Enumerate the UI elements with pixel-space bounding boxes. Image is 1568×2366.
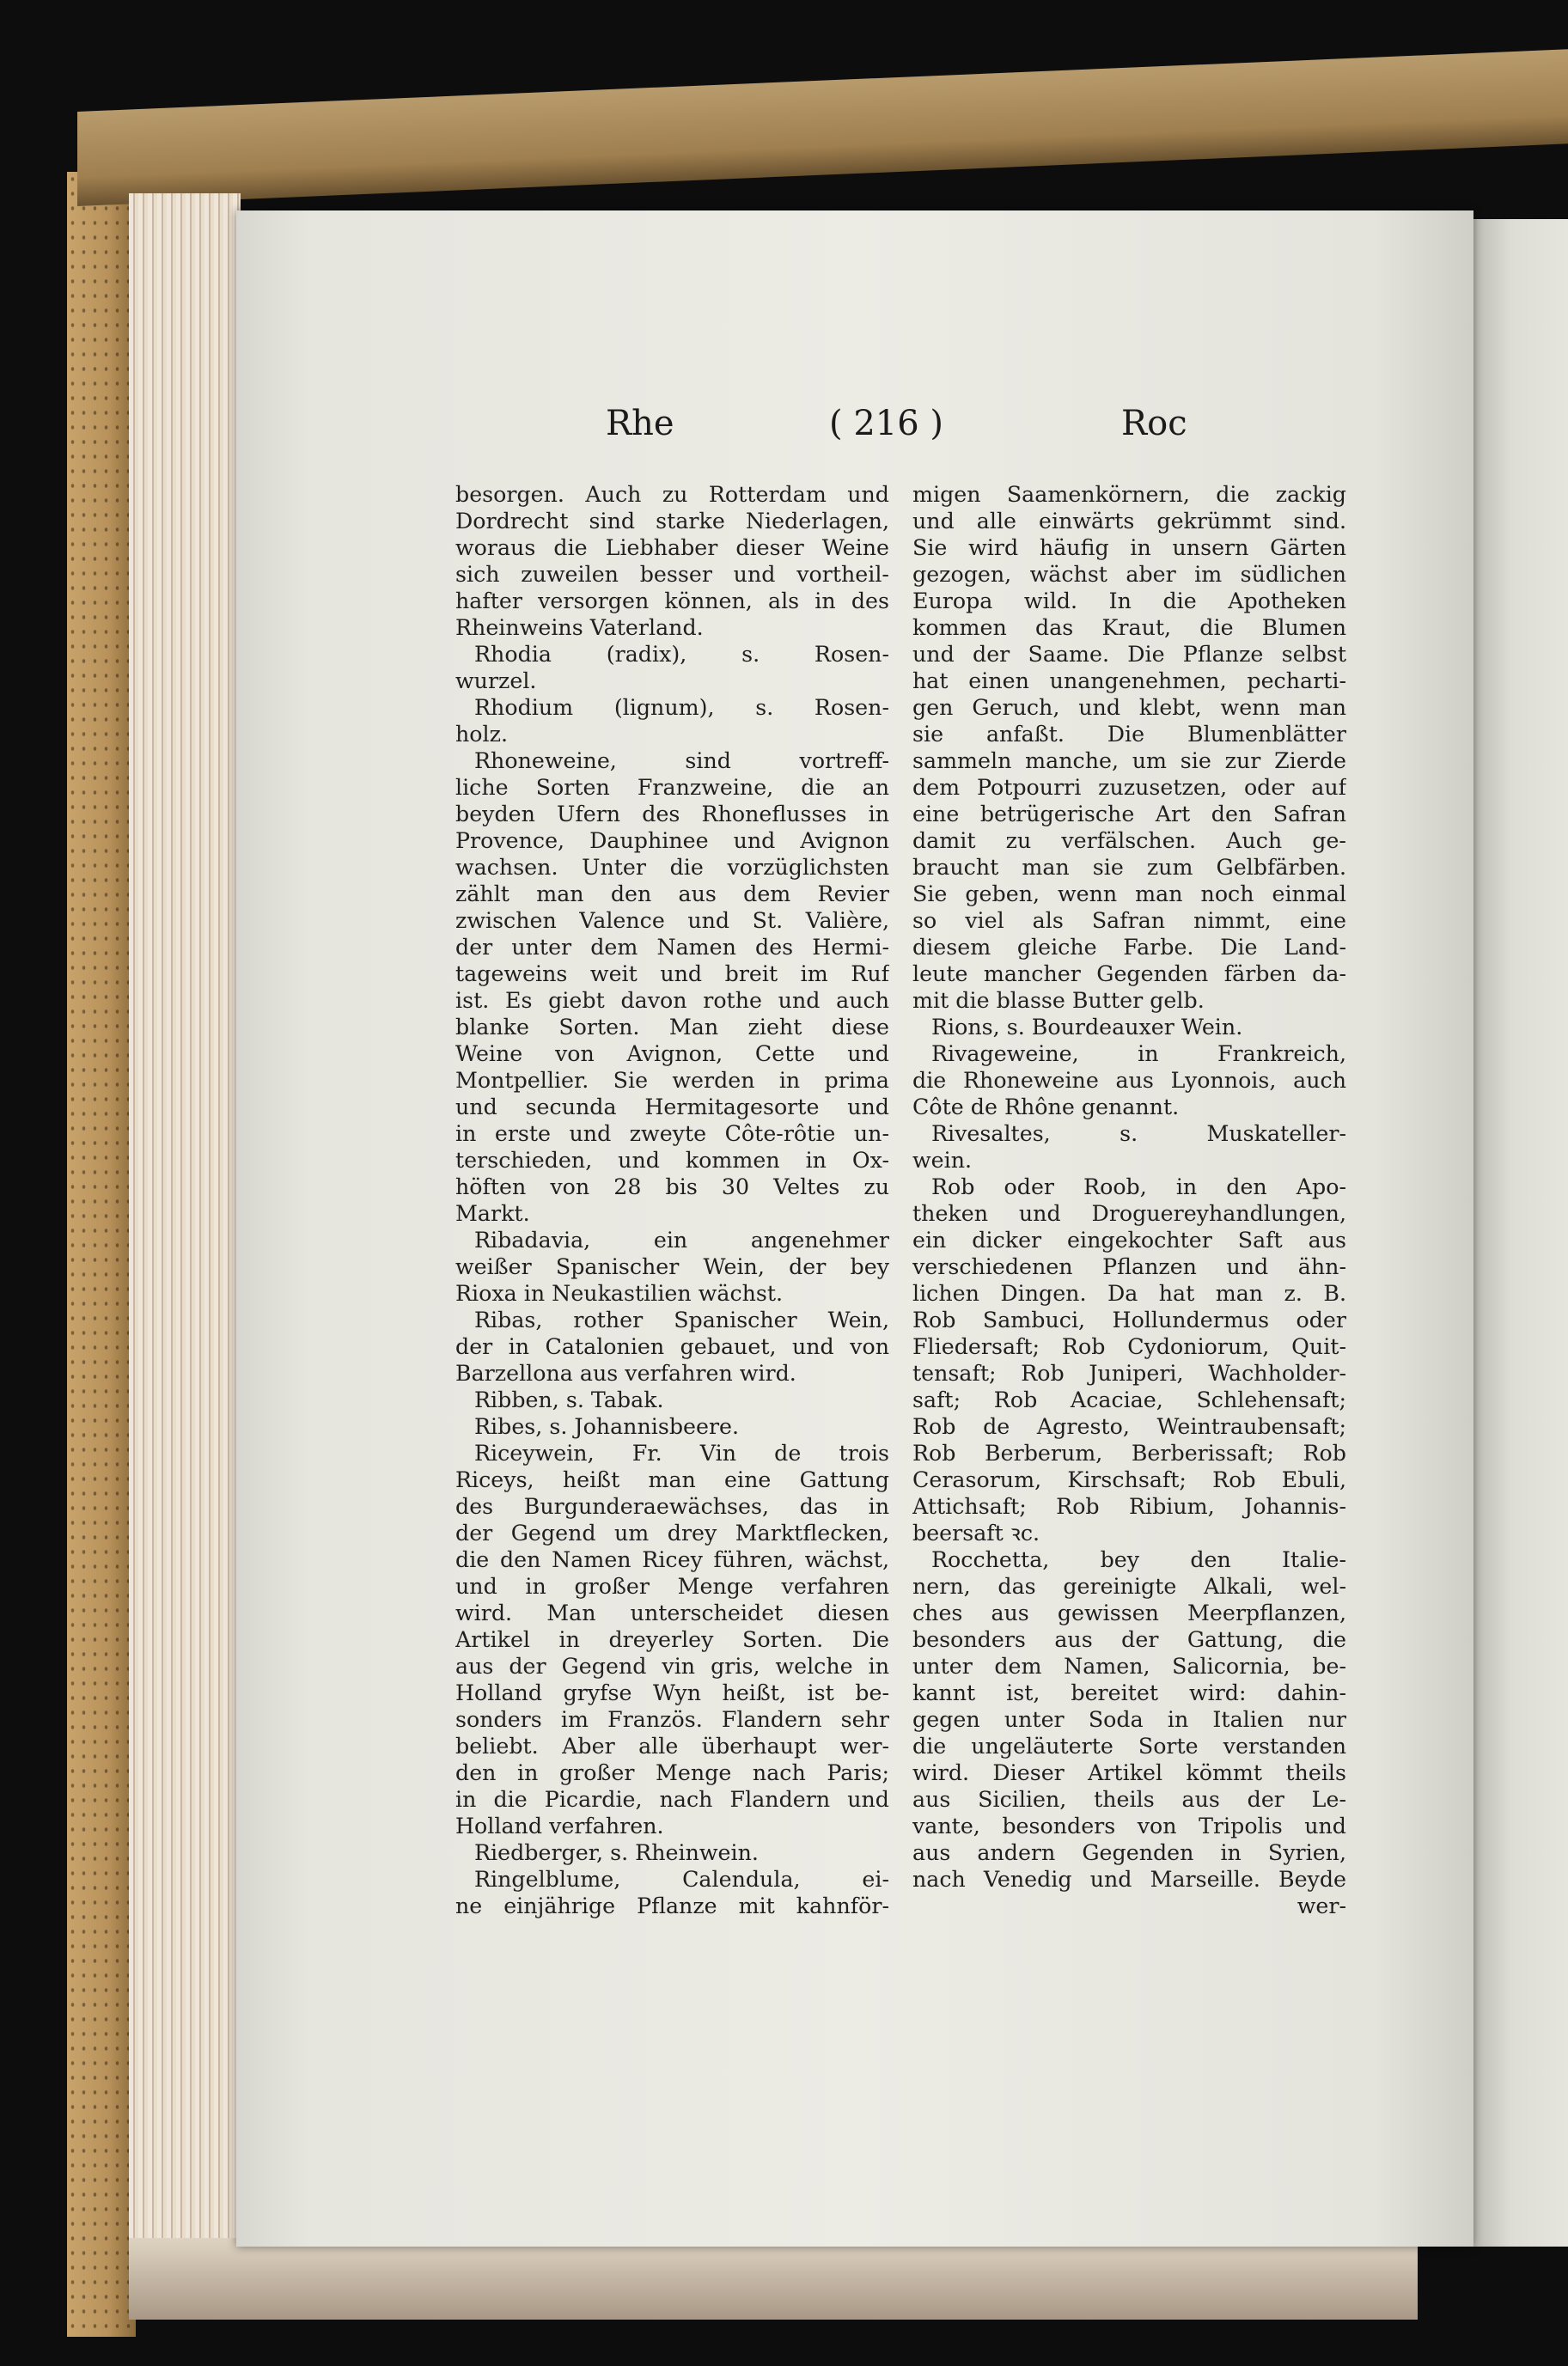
- text-line: höften von 28 bis 30 Veltes zu: [455, 1174, 889, 1199]
- text-line: besorgen. Auch zu Rotterdam und: [455, 482, 889, 507]
- text-line: beersaft ꝛc.: [912, 1521, 1040, 1546]
- text-line: wachsen. Unter die vorzüglichsten: [455, 855, 889, 880]
- text-line: Rhodium (lignum), s. Rosen-: [474, 695, 889, 720]
- text-line: ist. Es giebt davon rothe und auch: [455, 988, 889, 1013]
- text-line: die den Namen Ricey führen, wächst,: [455, 1547, 889, 1572]
- page-header: [236, 404, 1473, 464]
- text-line: woraus die Liebhaber dieser Weine: [455, 535, 889, 560]
- text-line: Rhodia (radix), s. Rosen-: [474, 642, 889, 667]
- left-text-column: [455, 481, 889, 1919]
- text-line: Ribes, s. Johannisbeere.: [474, 1414, 740, 1439]
- text-line: Rioxa in Neukastilien wächst.: [455, 1281, 784, 1306]
- text-line: blanke Sorten. Man zieht diese: [455, 1015, 889, 1040]
- text-line: Rhoneweine, sind vortreff-: [474, 748, 889, 773]
- text-line: ne einjährige Pflanze mit kahnför-: [455, 1893, 889, 1918]
- text-line: Montpellier. Sie werden in prima: [455, 1068, 889, 1093]
- text-line: vante, besonders von Tripolis und: [912, 1814, 1346, 1839]
- text-line: braucht man sie zum Gelbfärben.: [912, 855, 1346, 880]
- text-line: Ribas, rother Spanischer Wein,: [474, 1308, 889, 1332]
- text-line: Ribben, s. Tabak.: [474, 1387, 664, 1412]
- text-line: die Rhoneweine aus Lyonnois, auch: [912, 1068, 1346, 1093]
- text-line: aus der Gegend vin gris, welche in: [455, 1654, 889, 1679]
- text-line: in erste und zweyte Côte-rôtie un-: [455, 1121, 889, 1146]
- running-head-left: Rhe: [606, 404, 674, 443]
- text-line: damit zu verfälschen. Auch ge-: [912, 828, 1346, 853]
- next-page-edge: [1473, 219, 1568, 2247]
- text-line: beliebt. Aber alle überhaupt wer-: [455, 1734, 889, 1759]
- text-line: wird. Man unterscheidet diesen: [455, 1601, 889, 1625]
- text-line: kannt ist, bereitet wird: dahin-: [912, 1680, 1346, 1705]
- text-line: Holland verfahren.: [455, 1814, 664, 1839]
- text-line: Weine von Avignon, Cette und: [455, 1041, 889, 1066]
- text-line: aus Sicilien, theils aus der Le-: [912, 1787, 1346, 1812]
- text-line: tageweins weit und breit im Ruf: [455, 961, 889, 986]
- text-line: sie anfaßt. Die Blumenblätter: [912, 722, 1346, 747]
- text-line: der unter dem Namen des Hermi-: [455, 935, 889, 960]
- text-line: gezogen, wächst aber im südlichen: [912, 562, 1346, 587]
- running-head-right: Roc: [1121, 404, 1187, 443]
- text-line: Markt.: [455, 1201, 530, 1226]
- text-line: ches aus gewissen Meerpflanzen,: [912, 1601, 1346, 1625]
- text-line: Provence, Dauphinee und Avignon: [455, 828, 889, 853]
- text-line: beyden Ufern des Rhoneflusses in: [455, 802, 889, 826]
- text-line: Attichsaft; Rob Ribium, Johannis-: [912, 1494, 1346, 1519]
- text-line: Rivesaltes, s. Muskateller-: [931, 1121, 1346, 1146]
- text-line: kommen das Kraut, die Blumen: [912, 615, 1346, 640]
- text-line: gen Geruch, und klebt, wenn man: [912, 695, 1346, 720]
- page-stack-bottom: [129, 2238, 1418, 2320]
- text-line: wer-: [1296, 1893, 1346, 1918]
- text-line: der Gegend um drey Marktflecken,: [455, 1521, 889, 1546]
- text-line: und alle einwärts gekrümmt sind.: [912, 509, 1346, 534]
- text-line: des Burgunderaewächses, das in: [455, 1494, 889, 1519]
- text-line: Rivageweine, in Frankreich,: [931, 1041, 1346, 1066]
- text-line: hafter versorgen können, als in des: [455, 588, 889, 613]
- text-line: Ribadavia, ein angenehmer: [474, 1228, 889, 1253]
- text-line: liche Sorten Franzweine, die an: [455, 775, 889, 800]
- text-line: zwischen Valence und St. Valière,: [455, 908, 889, 933]
- text-line: lichen Dingen. Da hat man z. B.: [912, 1281, 1346, 1306]
- text-line: sonders im Französ. Flandern sehr: [455, 1707, 889, 1732]
- text-line: Rob de Agresto, Weintraubensaft;: [912, 1414, 1346, 1439]
- text-line: wird. Dieser Artikel kömmt theils: [912, 1760, 1346, 1785]
- text-line: terschieden, und kommen in Ox-: [455, 1148, 889, 1173]
- page-stack-edge: [129, 193, 241, 2315]
- text-line: der in Catalonien gebauet, und von: [455, 1334, 889, 1359]
- book-top-edge: [77, 49, 1568, 206]
- text-line: diesem gleiche Farbe. Die Land-: [912, 935, 1346, 960]
- text-line: Barzellona aus verfahren wird.: [455, 1361, 796, 1386]
- text-line: aus andern Gegenden in Syrien,: [912, 1840, 1346, 1865]
- text-line: und secunda Hermitagesorte und: [455, 1095, 889, 1119]
- text-line: Rheinweins Vaterland.: [455, 615, 704, 640]
- text-line: Rob oder Roob, in den Apo-: [931, 1174, 1346, 1199]
- book-spine-edge: [67, 172, 136, 2337]
- text-line: Artikel in dreyerley Sorten. Die: [455, 1627, 889, 1652]
- text-line: Dordrecht sind starke Niederlagen,: [455, 509, 889, 534]
- text-line: unter dem Namen, Salicornia, be-: [912, 1654, 1346, 1679]
- text-line: Cerasorum, Kirschsaft; Rob Ebuli,: [912, 1467, 1346, 1492]
- text-line: Rocchetta, bey den Italie-: [931, 1547, 1346, 1572]
- right-text-column: [912, 481, 1346, 1919]
- text-line: Sie geben, wenn man noch einmal: [912, 881, 1346, 906]
- text-line: weißer Spanischer Wein, der bey: [455, 1254, 889, 1279]
- text-line: und der Saame. Die Pflanze selbst: [912, 642, 1346, 667]
- text-line: Riceywein, Fr. Vin de trois: [474, 1441, 889, 1466]
- text-line: wurzel.: [455, 668, 537, 693]
- text-line: Holland gryfse Wyn heißt, ist be-: [455, 1680, 889, 1705]
- text-line: zählt man den aus dem Revier: [455, 881, 889, 906]
- text-line: Côte de Rhône genannt.: [912, 1095, 1180, 1119]
- text-line: Riedberger, s. Rheinwein.: [474, 1840, 759, 1865]
- text-line: Rob Berberum, Berberissaft; Rob: [912, 1441, 1346, 1466]
- text-line: wein.: [912, 1148, 973, 1173]
- text-line: holz.: [455, 722, 508, 747]
- text-line: ein dicker eingekochter Saft aus: [912, 1228, 1346, 1253]
- text-line: eine betrügerische Art den Safran: [912, 802, 1346, 826]
- text-line: mit die blasse Butter gelb.: [912, 988, 1205, 1013]
- text-line: nern, das gereinigte Alkali, wel-: [912, 1574, 1346, 1599]
- text-line: Ringelblume, Calendula, ei-: [474, 1867, 889, 1892]
- text-line: sammeln manche, um sie zur Zierde: [912, 748, 1346, 773]
- text-line: Fliedersaft; Rob Cydoniorum, Quit-: [912, 1334, 1346, 1359]
- text-line: migen Saamenkörnern, die zackig: [912, 482, 1346, 507]
- text-line: den in großer Menge nach Paris;: [455, 1760, 889, 1785]
- text-line: gegen unter Soda in Italien nur: [912, 1707, 1346, 1732]
- text-line: besonders aus der Gattung, die: [912, 1627, 1346, 1652]
- text-line: Sie wird häufig in unsern Gärten: [912, 535, 1346, 560]
- text-line: Riceys, heißt man eine Gattung: [455, 1467, 889, 1492]
- text-line: theken und Droguereyhandlungen,: [912, 1201, 1346, 1226]
- text-line: tensaft; Rob Juniperi, Wachholder-: [912, 1361, 1346, 1386]
- text-line: und in großer Menge verfahren: [455, 1574, 889, 1599]
- text-line: die ungeläuterte Sorte verstanden: [912, 1734, 1346, 1759]
- text-line: dem Potpourri zuzusetzen, oder auf: [912, 775, 1346, 800]
- text-line: verschiedenen Pflanzen und ähn-: [912, 1254, 1346, 1279]
- text-line: Europa wild. In die Apotheken: [912, 588, 1346, 613]
- text-line: leute mancher Gegenden färben da-: [912, 961, 1346, 986]
- text-line: Rob Sambuci, Hollundermus oder: [912, 1308, 1346, 1332]
- text-line: so viel als Safran nimmt, eine: [912, 908, 1346, 933]
- text-line: in die Picardie, nach Flandern und: [455, 1787, 889, 1812]
- text-line: Rions, s. Bourdeauxer Wein.: [931, 1015, 1243, 1040]
- page-number: ( 216 ): [829, 404, 943, 443]
- text-line: nach Venedig und Marseille. Beyde: [912, 1867, 1346, 1892]
- text-line: saft; Rob Acaciae, Schlehensaft;: [912, 1387, 1346, 1412]
- text-line: sich zuweilen besser und vortheil-: [455, 562, 889, 587]
- text-line: hat einen unangenehmen, pecharti-: [912, 668, 1346, 693]
